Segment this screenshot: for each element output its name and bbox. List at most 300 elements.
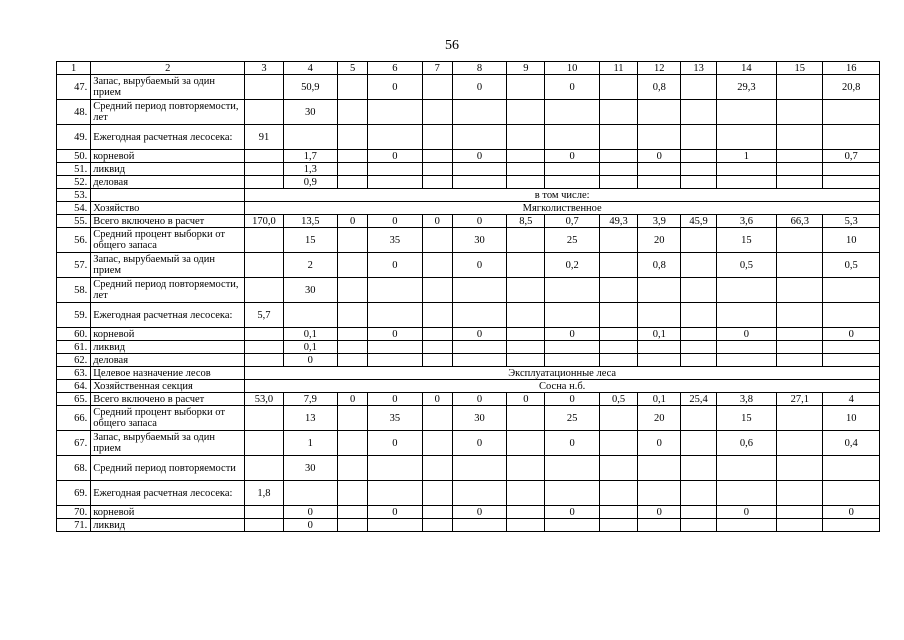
value-cell: 20 xyxy=(638,406,681,431)
value-cell xyxy=(638,481,681,506)
table-row xyxy=(57,354,880,367)
value-cell xyxy=(338,278,368,303)
row-number-cell: 60. xyxy=(57,328,91,341)
section-heading-cell: Сосна н.б. xyxy=(245,380,880,393)
value-cell xyxy=(507,75,545,100)
value-cell: 30 xyxy=(283,456,337,481)
row-label-cell: Запас, вырубаемый за один прием xyxy=(91,253,245,278)
value-cell: 1,7 xyxy=(283,150,337,163)
value-cell xyxy=(777,75,823,100)
value-cell xyxy=(338,163,368,176)
table-row xyxy=(57,150,880,163)
value-cell xyxy=(823,303,880,328)
value-cell xyxy=(777,406,823,431)
value-cell xyxy=(452,125,506,150)
value-cell xyxy=(368,163,422,176)
value-cell xyxy=(777,519,823,532)
row-label-cell: ликвид xyxy=(91,163,245,176)
value-cell xyxy=(245,176,283,189)
value-cell xyxy=(545,519,599,532)
value-cell: 1,8 xyxy=(245,481,283,506)
value-cell xyxy=(422,481,452,506)
value-cell xyxy=(422,278,452,303)
value-cell: 1,3 xyxy=(283,163,337,176)
row-label-cell: Хозяйство xyxy=(91,202,245,215)
table-row xyxy=(57,380,880,393)
value-cell xyxy=(245,150,283,163)
value-cell xyxy=(823,519,880,532)
table-row xyxy=(57,100,880,125)
row-label-cell: Всего включено в расчет xyxy=(91,393,245,406)
value-cell xyxy=(368,354,422,367)
value-cell xyxy=(338,125,368,150)
value-cell xyxy=(777,341,823,354)
section-heading-cell: в том числе: xyxy=(245,189,880,202)
value-cell xyxy=(777,253,823,278)
value-cell xyxy=(599,100,637,125)
row-number-cell: 62. xyxy=(57,354,91,367)
value-cell xyxy=(638,456,681,481)
column-number-row xyxy=(57,62,880,75)
table-row xyxy=(57,303,880,328)
value-cell xyxy=(716,519,776,532)
value-cell xyxy=(545,303,599,328)
value-cell xyxy=(777,228,823,253)
value-cell xyxy=(681,341,716,354)
value-cell: 0 xyxy=(545,150,599,163)
value-cell: 0,8 xyxy=(638,253,681,278)
value-cell: 0 xyxy=(452,75,506,100)
table-row xyxy=(57,163,880,176)
row-number-cell: 56. xyxy=(57,228,91,253)
column-number-cell: 12 xyxy=(638,62,681,75)
value-cell: 3,6 xyxy=(716,215,776,228)
table-row xyxy=(57,367,880,380)
value-cell xyxy=(823,278,880,303)
row-number-cell: 53. xyxy=(57,189,91,202)
value-cell xyxy=(422,253,452,278)
value-cell xyxy=(681,303,716,328)
value-cell: 0 xyxy=(716,506,776,519)
column-number-cell: 15 xyxy=(777,62,823,75)
value-cell xyxy=(338,228,368,253)
row-label-cell: деловая xyxy=(91,176,245,189)
value-cell xyxy=(368,481,422,506)
value-cell xyxy=(823,176,880,189)
row-number-cell: 70. xyxy=(57,506,91,519)
value-cell: 0 xyxy=(638,150,681,163)
value-cell: 29,3 xyxy=(716,75,776,100)
value-cell xyxy=(507,303,545,328)
value-cell xyxy=(507,519,545,532)
value-cell xyxy=(338,75,368,100)
value-cell xyxy=(338,341,368,354)
column-number-cell: 3 xyxy=(245,62,283,75)
value-cell xyxy=(507,456,545,481)
value-cell: 0 xyxy=(452,393,506,406)
value-cell xyxy=(599,176,637,189)
value-cell: 0 xyxy=(452,253,506,278)
row-label-cell: Ежегодная расчетная лесосека: xyxy=(91,481,245,506)
row-label-cell: Целевое назначение лесов xyxy=(91,367,245,380)
value-cell xyxy=(716,481,776,506)
row-number-cell: 65. xyxy=(57,393,91,406)
value-cell xyxy=(716,278,776,303)
value-cell xyxy=(599,253,637,278)
value-cell: 8,5 xyxy=(507,215,545,228)
value-cell xyxy=(338,431,368,456)
value-cell xyxy=(681,456,716,481)
value-cell xyxy=(507,163,545,176)
value-cell: 0 xyxy=(452,215,506,228)
value-cell xyxy=(368,176,422,189)
value-cell xyxy=(599,278,637,303)
value-cell xyxy=(681,406,716,431)
value-cell xyxy=(338,519,368,532)
value-cell xyxy=(452,354,506,367)
value-cell xyxy=(716,125,776,150)
value-cell: 0 xyxy=(545,75,599,100)
row-number-cell: 58. xyxy=(57,278,91,303)
value-cell: 0 xyxy=(823,506,880,519)
row-number-cell: 54. xyxy=(57,202,91,215)
forest-harvest-table xyxy=(56,61,880,532)
value-cell xyxy=(681,228,716,253)
value-cell xyxy=(245,354,283,367)
value-cell xyxy=(507,506,545,519)
row-number-cell: 68. xyxy=(57,456,91,481)
value-cell xyxy=(507,341,545,354)
table-row xyxy=(57,393,880,406)
value-cell xyxy=(507,481,545,506)
value-cell: 0 xyxy=(368,431,422,456)
value-cell: 0,8 xyxy=(638,75,681,100)
value-cell xyxy=(338,506,368,519)
value-cell: 0 xyxy=(368,75,422,100)
value-cell xyxy=(338,303,368,328)
value-cell xyxy=(823,341,880,354)
value-cell xyxy=(507,125,545,150)
value-cell xyxy=(245,75,283,100)
value-cell xyxy=(681,278,716,303)
value-cell: 1 xyxy=(716,150,776,163)
value-cell xyxy=(452,100,506,125)
value-cell: 0 xyxy=(283,519,337,532)
value-cell: 10 xyxy=(823,406,880,431)
value-cell xyxy=(599,354,637,367)
value-cell xyxy=(422,354,452,367)
value-cell: 13 xyxy=(283,406,337,431)
value-cell xyxy=(716,303,776,328)
value-cell: 0,1 xyxy=(283,328,337,341)
value-cell xyxy=(681,506,716,519)
value-cell: 0 xyxy=(452,150,506,163)
row-number-cell: 64. xyxy=(57,380,91,393)
value-cell xyxy=(638,341,681,354)
value-cell xyxy=(245,163,283,176)
column-number-cell: 13 xyxy=(681,62,716,75)
row-label-cell: Запас, вырубаемый за один прием xyxy=(91,75,245,100)
value-cell xyxy=(338,176,368,189)
value-cell xyxy=(368,100,422,125)
value-cell xyxy=(681,75,716,100)
value-cell xyxy=(338,406,368,431)
value-cell xyxy=(599,431,637,456)
value-cell xyxy=(823,456,880,481)
value-cell xyxy=(777,278,823,303)
value-cell xyxy=(368,519,422,532)
value-cell: 0 xyxy=(716,328,776,341)
value-cell: 0 xyxy=(368,328,422,341)
value-cell xyxy=(245,253,283,278)
value-cell: 0,7 xyxy=(823,150,880,163)
value-cell xyxy=(245,431,283,456)
column-number-cell: 10 xyxy=(545,62,599,75)
value-cell: 0 xyxy=(638,506,681,519)
value-cell: 27,1 xyxy=(777,393,823,406)
value-cell xyxy=(777,506,823,519)
value-cell xyxy=(777,150,823,163)
value-cell xyxy=(338,100,368,125)
row-number-cell: 50. xyxy=(57,150,91,163)
value-cell: 25 xyxy=(545,406,599,431)
value-cell: 66,3 xyxy=(777,215,823,228)
table-row xyxy=(57,481,880,506)
row-number-cell: 49. xyxy=(57,125,91,150)
column-number-cell: 11 xyxy=(599,62,637,75)
value-cell: 30 xyxy=(283,100,337,125)
value-cell: 15 xyxy=(716,406,776,431)
table-row xyxy=(57,75,880,100)
value-cell xyxy=(452,176,506,189)
value-cell xyxy=(368,456,422,481)
value-cell: 15 xyxy=(283,228,337,253)
value-cell xyxy=(638,100,681,125)
row-number-cell: 57. xyxy=(57,253,91,278)
value-cell xyxy=(599,75,637,100)
value-cell: 0 xyxy=(368,253,422,278)
table-row xyxy=(57,228,880,253)
column-number-cell: 14 xyxy=(716,62,776,75)
row-number-cell: 51. xyxy=(57,163,91,176)
value-cell: 0 xyxy=(422,215,452,228)
value-cell xyxy=(777,431,823,456)
value-cell: 25 xyxy=(545,228,599,253)
row-number-cell: 47. xyxy=(57,75,91,100)
value-cell xyxy=(599,328,637,341)
value-cell xyxy=(422,328,452,341)
value-cell: 13,5 xyxy=(283,215,337,228)
value-cell xyxy=(245,341,283,354)
table-row xyxy=(57,341,880,354)
value-cell xyxy=(716,100,776,125)
value-cell: 0,1 xyxy=(638,393,681,406)
value-cell: 4 xyxy=(823,393,880,406)
table-row xyxy=(57,189,880,202)
value-cell xyxy=(245,328,283,341)
table-row xyxy=(57,215,880,228)
value-cell xyxy=(368,341,422,354)
value-cell xyxy=(823,354,880,367)
table-row xyxy=(57,176,880,189)
column-number-cell: 4 xyxy=(283,62,337,75)
value-cell: 45,9 xyxy=(681,215,716,228)
value-cell xyxy=(681,176,716,189)
row-number-cell: 66. xyxy=(57,406,91,431)
value-cell: 0 xyxy=(452,506,506,519)
value-cell xyxy=(507,406,545,431)
value-cell xyxy=(338,150,368,163)
value-cell xyxy=(545,100,599,125)
row-label-cell: корневой xyxy=(91,506,245,519)
column-number-cell: 6 xyxy=(368,62,422,75)
value-cell xyxy=(777,163,823,176)
value-cell xyxy=(681,150,716,163)
value-cell xyxy=(823,163,880,176)
value-cell: 53,0 xyxy=(245,393,283,406)
value-cell: 0 xyxy=(545,328,599,341)
section-heading-cell: Мягколиственное xyxy=(245,202,880,215)
value-cell xyxy=(599,341,637,354)
column-number-cell: 5 xyxy=(338,62,368,75)
value-cell: 0 xyxy=(422,393,452,406)
value-cell: 0 xyxy=(283,506,337,519)
value-cell: 0,2 xyxy=(545,253,599,278)
value-cell xyxy=(422,341,452,354)
value-cell xyxy=(777,354,823,367)
value-cell xyxy=(681,253,716,278)
value-cell xyxy=(716,456,776,481)
row-number-cell: 59. xyxy=(57,303,91,328)
value-cell xyxy=(777,328,823,341)
value-cell xyxy=(452,163,506,176)
value-cell xyxy=(638,303,681,328)
value-cell xyxy=(638,176,681,189)
value-cell: 170,0 xyxy=(245,215,283,228)
value-cell xyxy=(545,456,599,481)
value-cell xyxy=(599,125,637,150)
value-cell xyxy=(638,125,681,150)
value-cell xyxy=(681,100,716,125)
value-cell: 0,5 xyxy=(716,253,776,278)
value-cell: 0 xyxy=(338,215,368,228)
value-cell: 0 xyxy=(507,393,545,406)
value-cell: 0 xyxy=(283,354,337,367)
table-row xyxy=(57,253,880,278)
value-cell xyxy=(368,278,422,303)
value-cell: 0 xyxy=(368,150,422,163)
row-label-cell: Хозяйственная секция xyxy=(91,380,245,393)
value-cell: 5,7 xyxy=(245,303,283,328)
value-cell xyxy=(422,75,452,100)
value-cell xyxy=(422,228,452,253)
value-cell: 0,1 xyxy=(638,328,681,341)
value-cell xyxy=(599,228,637,253)
value-cell: 0 xyxy=(368,215,422,228)
row-number-cell: 48. xyxy=(57,100,91,125)
value-cell xyxy=(681,519,716,532)
value-cell xyxy=(422,456,452,481)
value-cell xyxy=(368,303,422,328)
value-cell xyxy=(545,278,599,303)
value-cell xyxy=(452,278,506,303)
value-cell: 10 xyxy=(823,228,880,253)
value-cell xyxy=(507,253,545,278)
value-cell xyxy=(681,354,716,367)
value-cell xyxy=(638,519,681,532)
section-heading-cell: Эксплуатационные леса xyxy=(245,367,880,380)
row-label-cell: Средний период повторяемости, лет xyxy=(91,278,245,303)
row-label-cell: Ежегодная расчетная лесосека: xyxy=(91,303,245,328)
value-cell xyxy=(422,431,452,456)
value-cell xyxy=(638,278,681,303)
value-cell xyxy=(283,125,337,150)
value-cell xyxy=(638,163,681,176)
value-cell xyxy=(823,100,880,125)
value-cell xyxy=(599,150,637,163)
value-cell xyxy=(338,481,368,506)
table-row xyxy=(57,202,880,215)
value-cell xyxy=(368,125,422,150)
row-label-cell: Ежегодная расчетная лесосека: xyxy=(91,125,245,150)
value-cell xyxy=(545,341,599,354)
value-cell: 35 xyxy=(368,228,422,253)
value-cell xyxy=(245,519,283,532)
value-cell xyxy=(283,303,337,328)
value-cell xyxy=(245,278,283,303)
value-cell: 30 xyxy=(452,406,506,431)
column-number-cell: 1 xyxy=(57,62,91,75)
value-cell xyxy=(545,163,599,176)
value-cell: 0,5 xyxy=(823,253,880,278)
value-cell xyxy=(777,481,823,506)
value-cell: 35 xyxy=(368,406,422,431)
value-cell xyxy=(681,328,716,341)
row-label-cell: Средний процент выборки от общего запаса xyxy=(91,228,245,253)
value-cell xyxy=(545,125,599,150)
value-cell xyxy=(422,176,452,189)
value-cell xyxy=(599,519,637,532)
table-row xyxy=(57,328,880,341)
value-cell: 91 xyxy=(245,125,283,150)
value-cell: 0 xyxy=(823,328,880,341)
value-cell: 3,9 xyxy=(638,215,681,228)
value-cell: 0,7 xyxy=(545,215,599,228)
value-cell xyxy=(599,406,637,431)
value-cell: 0,1 xyxy=(283,341,337,354)
value-cell xyxy=(245,100,283,125)
value-cell xyxy=(681,431,716,456)
value-cell: 0 xyxy=(368,393,422,406)
value-cell: 1 xyxy=(283,431,337,456)
row-number-cell: 52. xyxy=(57,176,91,189)
value-cell xyxy=(507,176,545,189)
value-cell: 0 xyxy=(452,431,506,456)
value-cell xyxy=(422,506,452,519)
row-number-cell: 55. xyxy=(57,215,91,228)
row-label-cell: Всего включено в расчет xyxy=(91,215,245,228)
value-cell xyxy=(452,341,506,354)
value-cell: 0,5 xyxy=(599,393,637,406)
value-cell xyxy=(422,519,452,532)
value-cell xyxy=(507,278,545,303)
value-cell xyxy=(452,456,506,481)
column-number-cell: 8 xyxy=(452,62,506,75)
column-number-cell: 2 xyxy=(91,62,245,75)
value-cell xyxy=(452,481,506,506)
column-number-cell: 7 xyxy=(422,62,452,75)
row-label-cell xyxy=(91,189,245,202)
